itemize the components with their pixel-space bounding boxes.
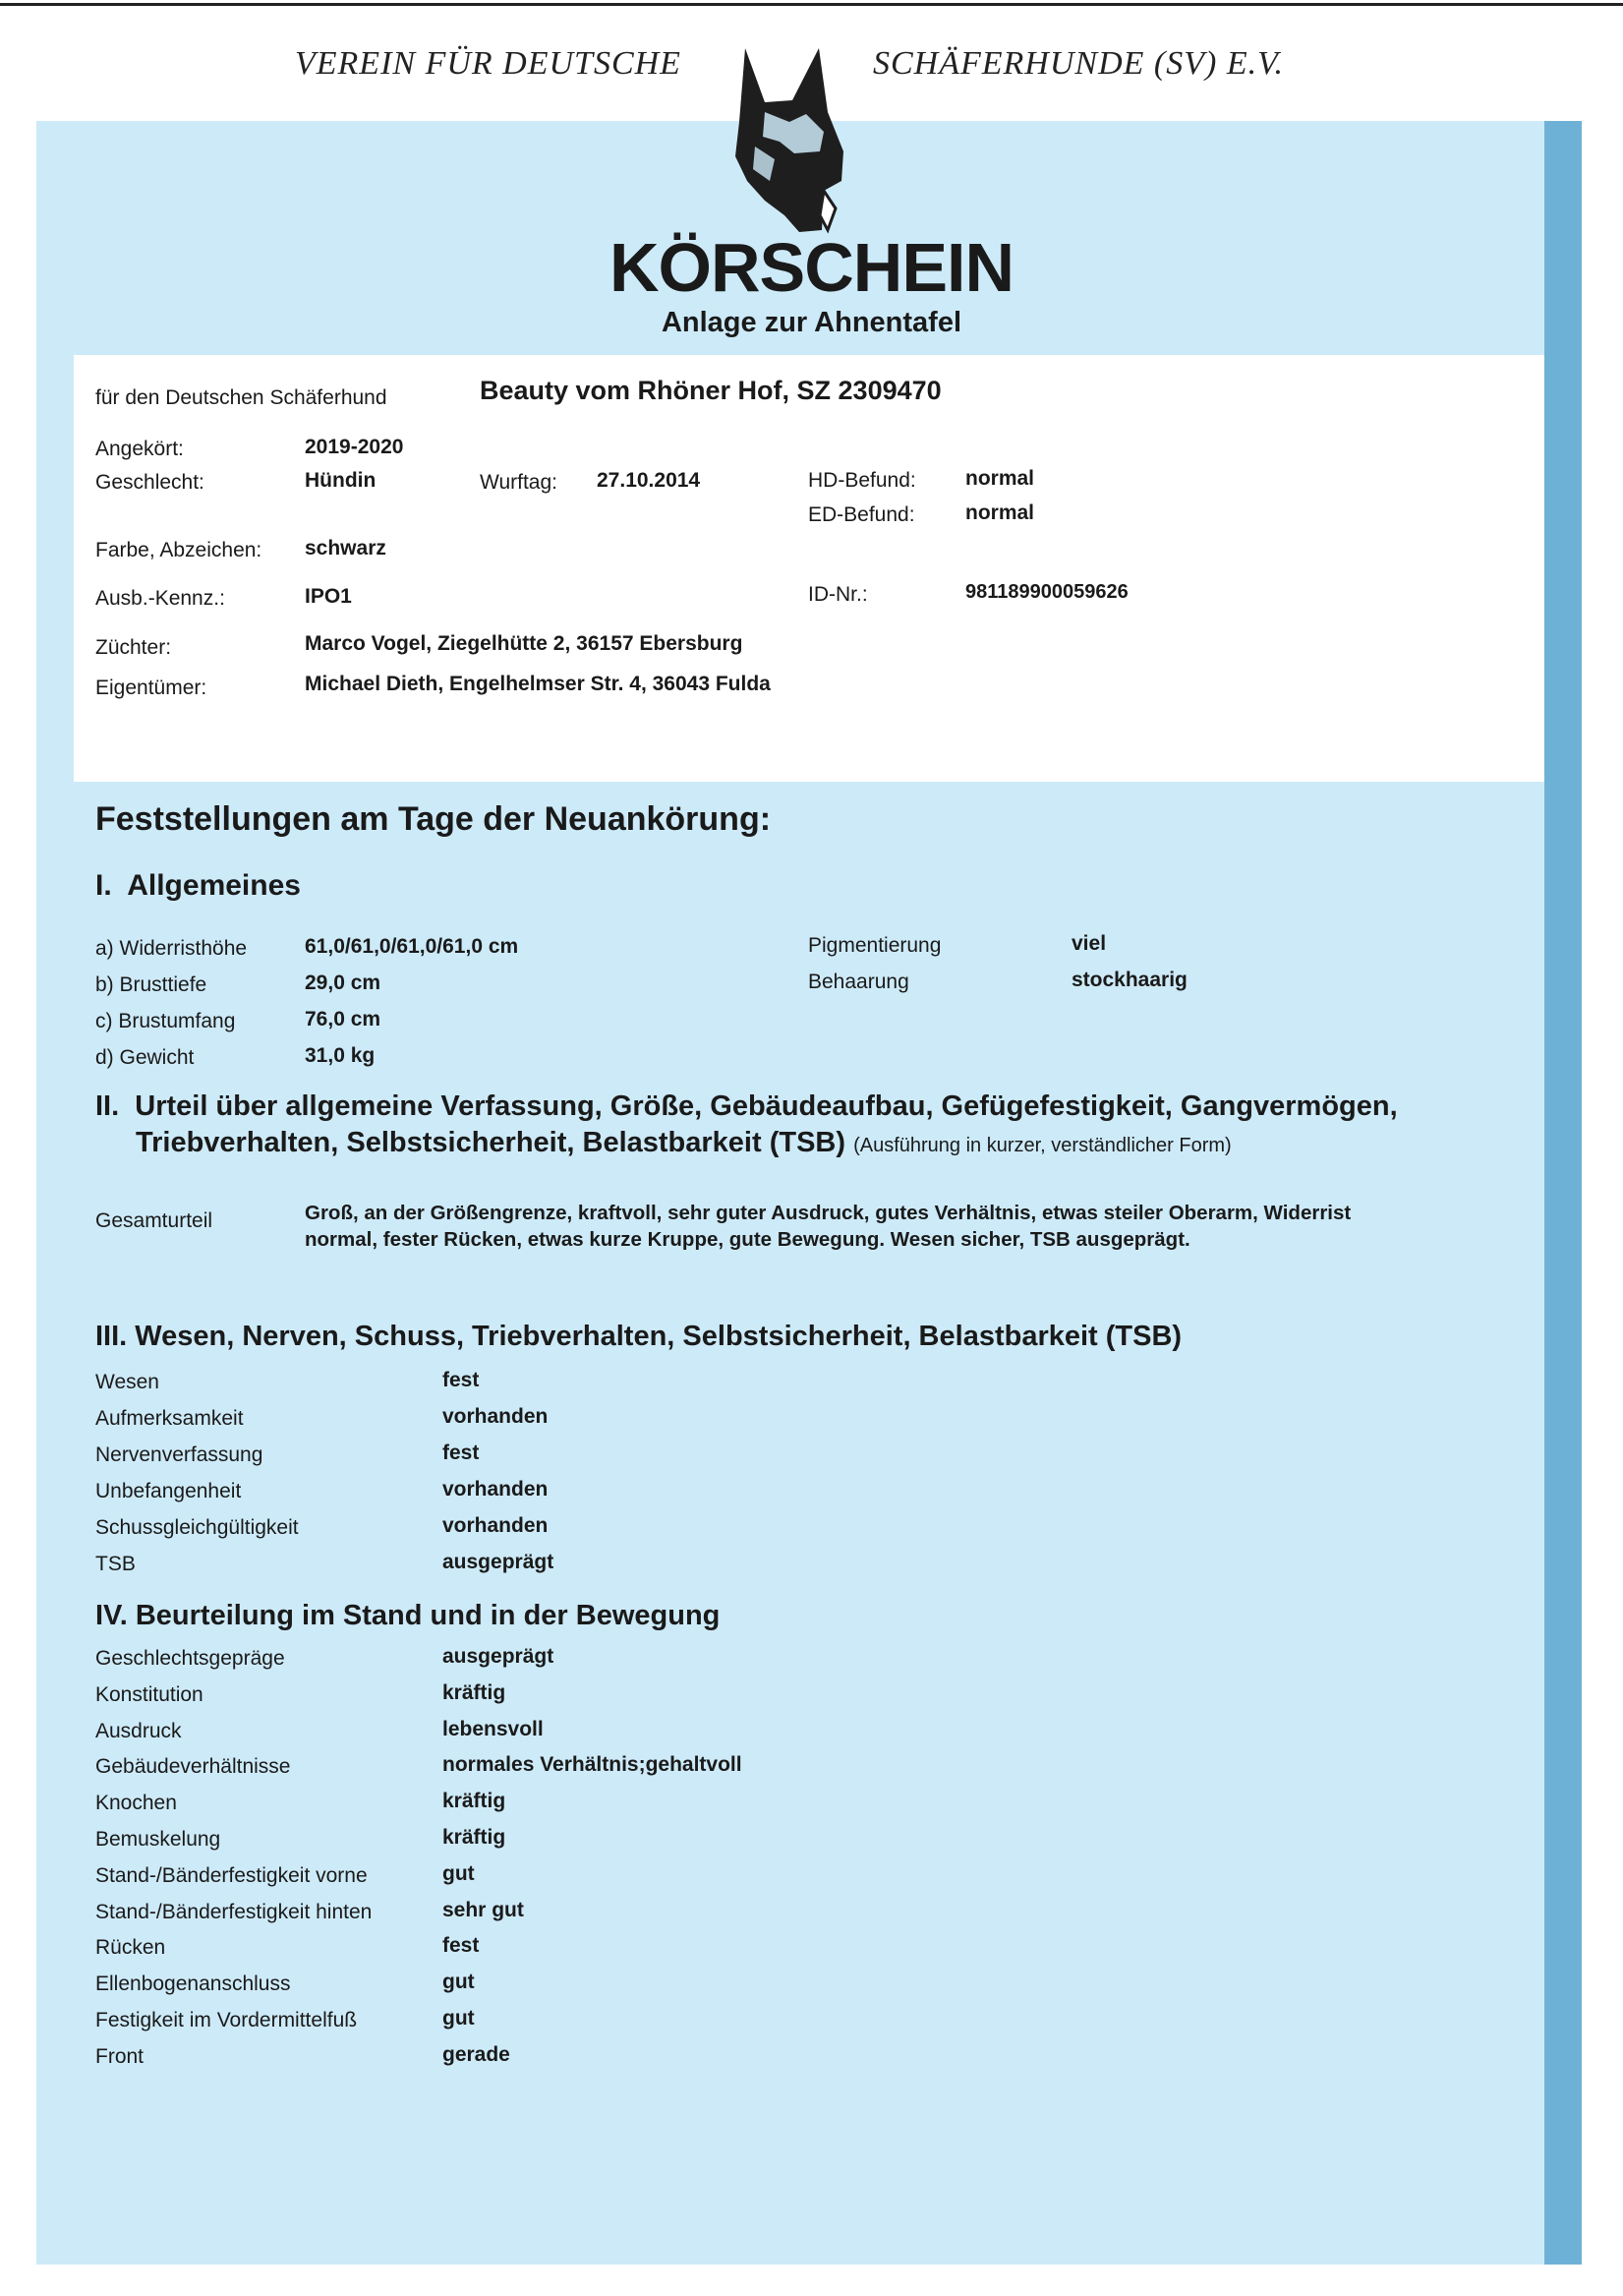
row-value: stockhaarig <box>1072 969 1188 991</box>
row-value: 76,0 cm <box>305 1008 381 1030</box>
row-label: Bemuskelung <box>95 1828 221 1851</box>
row-value: kräftig <box>442 1680 506 1704</box>
farbe-value: schwarz <box>305 537 386 559</box>
id-value: 981189900059626 <box>965 581 1129 603</box>
row-value: viel <box>1072 932 1107 955</box>
ed-value: normal <box>965 501 1035 524</box>
row-label: Stand-/Bänderfestigkeit hinten <box>95 1900 373 1923</box>
row-label: d) Gewicht <box>95 1046 195 1069</box>
row-label: Front <box>95 2044 145 2068</box>
row-value: kräftig <box>442 1826 506 1849</box>
id-label: ID-Nr.: <box>808 583 868 606</box>
document-title: KÖRSCHEIN <box>609 229 1014 306</box>
row-label: Festigkeit im Vordermittelfuß <box>95 2009 358 2031</box>
row-value: gerade <box>442 2042 510 2066</box>
section4-title: IV. Beurteilung im Stand und in der Bewegung <box>95 1600 721 1631</box>
gesamturteil-label: Gesamturteil <box>95 1209 213 1232</box>
row-value: vorhanden <box>442 1478 549 1501</box>
row-value: vorhanden <box>442 1514 549 1537</box>
row-value: vorhanden <box>442 1405 549 1428</box>
row-value: sehr gut <box>442 1898 524 1921</box>
row-value: lebensvoll <box>442 1717 544 1740</box>
angekoert-value: 2019-2020 <box>305 436 404 458</box>
row-value: 61,0/61,0/61,0/61,0 cm <box>305 935 519 958</box>
row-value: kräftig <box>442 1790 506 1813</box>
gesamturteil-line2: normal, fester Rücken, etwas kurze Kruppe, gute Bewegung. Wesen sicher, TSB ausgeprägt. <box>305 1228 1190 1251</box>
ausb-value: IPO1 <box>305 585 352 608</box>
row-value: 29,0 cm <box>305 971 381 994</box>
section3-title: III. Wesen, Nerven, Schuss, Triebverhalten, Selbstsicherheit, Belastbarkeit (TSB) <box>95 1321 1183 1352</box>
row-label: Nervenverfassung <box>95 1443 263 1466</box>
club-name-left: VEREIN FÜR DEUTSCHE <box>295 45 681 82</box>
row-label: Konstitution <box>95 1682 203 1706</box>
section2-title-note: (Ausführung in kurzer, verständlicher Form) <box>853 1135 1232 1156</box>
dog-name: Beauty vom Rhöner Hof, SZ 2309470 <box>480 376 942 405</box>
findings-title: Feststellungen am Tage der Neuankörung: <box>95 800 772 838</box>
row-label: Schussgleichgültigkeit <box>95 1516 299 1539</box>
side-color-bar <box>1544 121 1582 2265</box>
for-breed-label: für den Deutschen Schäferhund <box>95 386 387 409</box>
angekoert-label: Angekört: <box>95 438 184 460</box>
section2-title-line1: II. Urteil über allgemeine Verfassung, Größe, Gebäudeaufbau, Gefügefestigkeit, Gangvermögen, <box>95 1090 1398 1122</box>
row-value: fest <box>442 1369 480 1391</box>
row-label: Wesen <box>95 1371 159 1393</box>
german-shepherd-logo-icon <box>725 43 863 236</box>
row-label: Knochen <box>95 1792 177 1815</box>
row-label: Aufmerksamkeit <box>95 1407 244 1430</box>
hd-value: normal <box>965 467 1035 490</box>
zuechter-value: Marco Vogel, Ziegelhütte 2, 36157 Ebersburg <box>305 632 743 655</box>
row-value: fest <box>442 1934 480 1958</box>
eigentuemer-value: Michael Dieth, Engelhelmser Str. 4, 36043 Fulda <box>305 673 771 695</box>
row-label: c) Brustumfang <box>95 1010 236 1032</box>
row-value: ausgeprägt <box>442 1645 554 1668</box>
ed-label: ED-Befund: <box>808 503 915 526</box>
row-label: Gebäudeverhältnisse <box>95 1755 291 1779</box>
row-label: a) Widerristhöhe <box>95 937 248 960</box>
eigentuemer-label: Eigentümer: <box>95 677 207 699</box>
row-label: Ausdruck <box>95 1719 182 1742</box>
row-label: TSB <box>95 1553 136 1575</box>
row-value: fest <box>442 1442 480 1464</box>
hd-label: HD-Befund: <box>808 469 916 492</box>
zuechter-label: Züchter: <box>95 636 172 659</box>
row-label: Stand-/Bänderfestigkeit vorne <box>95 1863 368 1887</box>
section2-title-line2-text: Triebverhalten, Selbstsicherheit, Belastbarkeit (TSB) <box>136 1127 846 1158</box>
section2-title-line2 <box>136 1127 1232 1159</box>
row-value: 31,0 kg <box>305 1044 376 1067</box>
row-value: gut <box>442 1971 475 1994</box>
row-label: b) Brusttiefe <box>95 973 207 996</box>
row-value: ausgeprägt <box>442 1551 554 1573</box>
gesamturteil-line1: Groß, an der Größengrenze, kraftvoll, sehr guter Ausdruck, gutes Verhältnis, etwas steiler Oberarm, Widerrist <box>305 1202 1352 1224</box>
scan-top-edge <box>0 3 1623 6</box>
wurftag-label: Wurftag: <box>480 471 557 494</box>
section1-title: I. Allgemeines <box>95 869 301 902</box>
document-subtitle: Anlage zur Ahnentafel <box>661 307 962 338</box>
wurftag-value: 27.10.2014 <box>597 469 701 492</box>
geschlecht-value: Hündin <box>305 469 377 492</box>
row-label: Rücken <box>95 1936 166 1960</box>
row-value: gut <box>442 2007 475 2030</box>
geschlecht-label: Geschlecht: <box>95 471 204 494</box>
dog-info-panel <box>74 355 1544 782</box>
row-label: Ellenbogenanschluss <box>95 1972 291 1996</box>
row-value: normales Verhältnis;gehaltvoll <box>442 1753 742 1777</box>
row-label: Pigmentierung <box>808 934 942 957</box>
row-label: Behaarung <box>808 971 909 993</box>
row-label: Geschlechtsgepräge <box>95 1647 285 1670</box>
ausb-label: Ausb.-Kennz.: <box>95 587 225 610</box>
club-name-right: SCHÄFERHUNDE (SV) E.V. <box>873 45 1284 82</box>
row-label: Unbefangenheit <box>95 1480 242 1502</box>
row-value: gut <box>442 1861 475 1885</box>
farbe-label: Farbe, Abzeichen: <box>95 539 262 561</box>
